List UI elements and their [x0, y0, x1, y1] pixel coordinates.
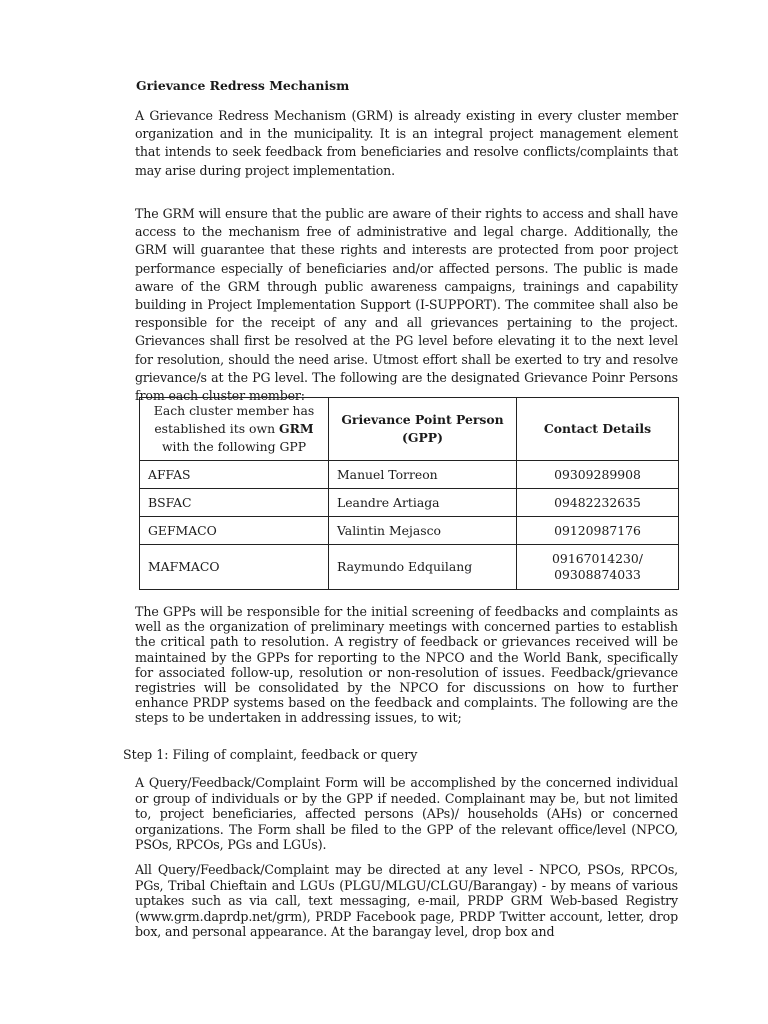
gpp-table: [139, 397, 679, 590]
cell-member: GEFMACO: [140, 517, 329, 545]
cell-contact: 09120987176: [517, 517, 679, 545]
cell-member: AFFAS: [140, 461, 329, 489]
cell-gpp: Raymundo Edquilang: [329, 545, 517, 590]
header-text-bold: GRM: [279, 421, 314, 436]
cell-contact: 09167014230/ 09308874033: [517, 545, 679, 590]
table-header-row: [140, 398, 679, 461]
header-cluster-member: [140, 398, 329, 461]
cell-gpp: Leandre Artiaga: [329, 489, 517, 517]
cell-contact: 09309289908: [517, 461, 679, 489]
table-row: [140, 545, 679, 590]
paragraph-grm-rights: The GRM will ensure that the public are aware of their rights to access and shall have access to the mechanism free of administrative and legal charge. Additionally, the GRM will guarantee that these rights and interests are protected from poor project performance especially of beneficiaries and/or affected persons. The public is made aware of the GRM through public awareness campaigns, trainings and capability building in Project Implementation Support (I-SUPPORT). The commitee shall also be responsible for the receipt of any and all grievances pertaining to the project. Grievances shall first be resolved at the PG level before elevating it to the next level for resolution, should the need arise. Utmost effort shall be exerted to try and resolve grievance/s at the PG level. The following are the designated Grievance Poinr Persons from each cluster member:: [135, 206, 678, 404]
section-heading: Grievance Redress Mechanism: [136, 78, 350, 93]
cell-member: MAFMACO: [140, 545, 329, 590]
header-gpp: Grievance Point Person (GPP): [329, 398, 517, 461]
table-row: [140, 461, 679, 489]
header-text: with the following GPP: [161, 439, 307, 454]
paragraph-uptake-channels: All Query/Feedback/Complaint may be directed at any level - NPCO, PSOs, RPCOs, PGs, Tribal Chieftain and LGUs (PLGU/MLGU/CLGU/Barangay) - by means of various uptakes such as via call, text messaging, e-mail, PRDP GRM Web-based Registry (www.grm.daprdp.net/grm), PRDP Facebook page, PRDP Twitter account, letter, drop box, and personal appearance. At the barangay level, drop box and: [135, 862, 678, 939]
cell-gpp: Valintin Mejasco: [329, 517, 517, 545]
cell-member: BSFAC: [140, 489, 329, 517]
cell-gpp: Manuel Torreon: [329, 461, 517, 489]
table-row: [140, 489, 679, 517]
paragraph-grm-intro: A Grievance Redress Mechanism (GRM) is already existing in every cluster member organization and in the municipality. It is an integral project management element that intends to seek feedback from beneficiaries and resolve conflicts/complaints that may arise during project implementation.: [135, 108, 678, 178]
step-1-heading: Step 1: Filing of complaint, feedback or query: [123, 747, 418, 762]
paragraph-form-filing: A Query/Feedback/Complaint Form will be accomplished by the concerned individual or group of individuals or by the GPP if needed. Complainant may be, but not limited to, project beneficiaries, affected persons (APs)/ households (AHs) or concerned organizations. The Form shall be filed to the GPP of the relevant office/level (NPCO, PSOs, RPCOs, PGs and LGUs).: [135, 775, 678, 852]
cell-contact: 09482232635: [517, 489, 679, 517]
table-row: [140, 517, 679, 545]
paragraph-gpp-responsibilities: The GPPs will be responsible for the initial screening of feedbacks and complaints as well as the organization of preliminary meetings with concerned parties to establish the critical path to resolution. A registry of feedback or grievances received will be maintained by the GPPs for reporting to the NPCO and the World Bank, specifically for associated follow-up, resolution or non-resolution of issues. Feedback/grievance registries will be consolidated by the NPCO for discussions on how to further enhance PRDP systems based on the feedback and complaints. The following are the steps to be undertaken in addressing issues, to wit;: [135, 604, 678, 726]
header-text: Each cluster member has established its own: [153, 403, 315, 436]
header-contact: Contact Details: [517, 398, 679, 461]
